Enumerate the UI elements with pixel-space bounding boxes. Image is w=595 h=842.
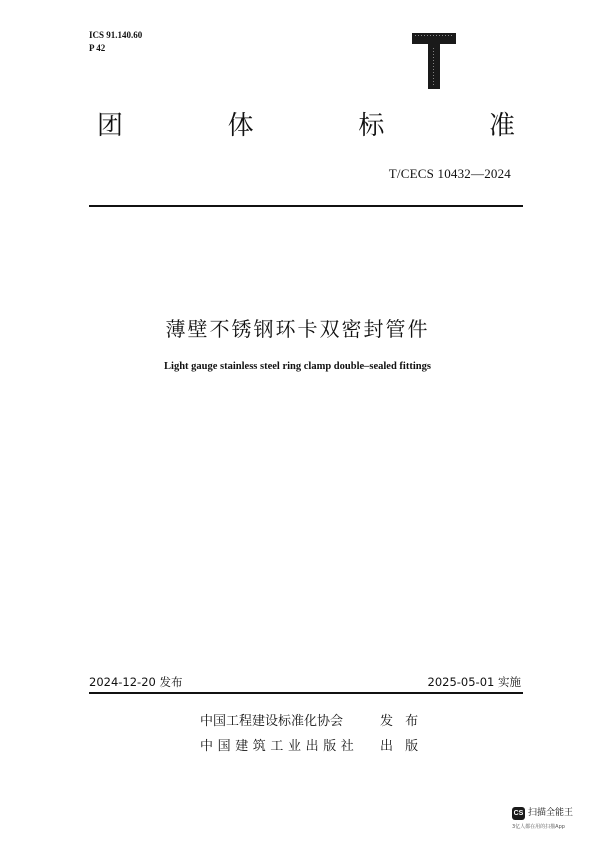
- bottom-rule: [89, 692, 523, 694]
- publisher-name: 中国建筑工业出版社: [200, 739, 359, 754]
- standard-type-char: 准: [488, 111, 515, 141]
- scanner-logo-icon: CS: [512, 807, 525, 820]
- standard-type-char: 团: [97, 111, 124, 141]
- effective-date: 2025-05-01 实施: [427, 675, 521, 689]
- top-rule: [89, 205, 523, 207]
- issuer-action: 发 布: [380, 714, 423, 729]
- standard-type-heading: [97, 113, 515, 139]
- publish-date: 2024-12-20 发布: [89, 675, 183, 689]
- standard-type-char: 体: [227, 111, 254, 141]
- chinese-title: 薄壁不锈钢环卡双密封管件: [165, 317, 430, 341]
- issuer-name: 中国工程建设标准化协会: [200, 714, 344, 729]
- scanner-tagline: 3亿人都在用的扫描App: [512, 824, 565, 830]
- english-title: Light gauge stainless steel ring clamp double–sealed fittings: [164, 361, 431, 372]
- ics-code: ICS 91.140.60: [89, 30, 143, 40]
- scanner-watermark: [512, 806, 592, 836]
- standard-type-char: 标: [358, 111, 385, 141]
- classification-code: P 42: [89, 43, 106, 53]
- t-standard-logo: [412, 33, 456, 89]
- publisher-action: 出 版: [380, 739, 423, 754]
- logo-stem: [428, 44, 440, 89]
- standard-number: T/CECS 10432—2024: [388, 166, 511, 181]
- scanner-name: 扫描全能王: [528, 808, 574, 818]
- logo-bar: [412, 33, 456, 44]
